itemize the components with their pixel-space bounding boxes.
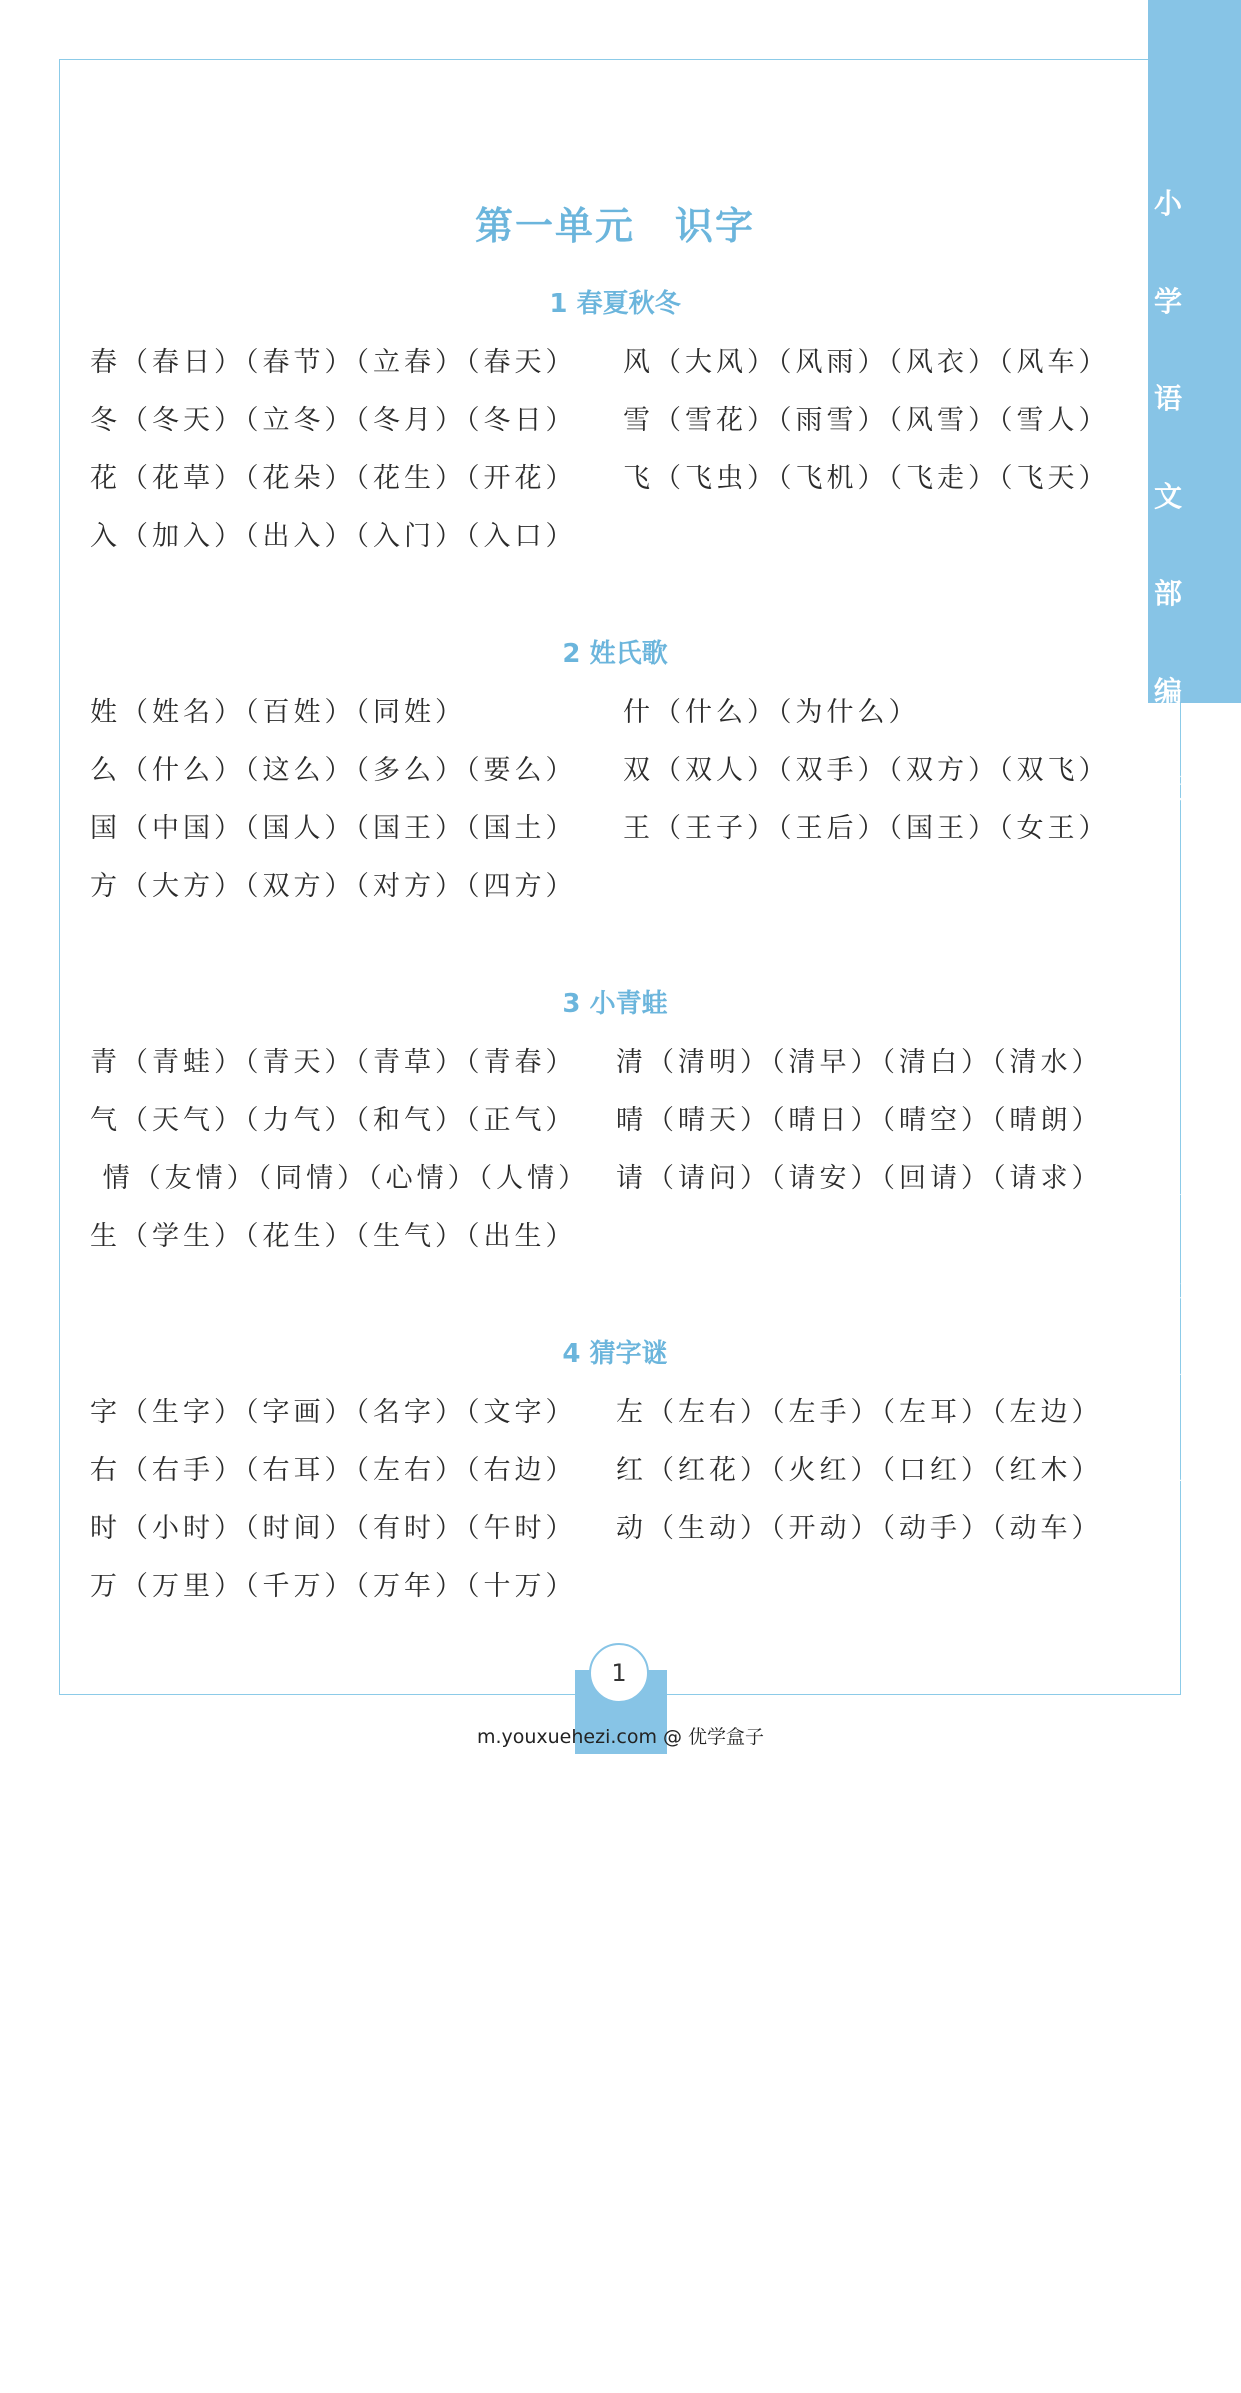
word-row: 生（学生）（花生）（生气）（出生） <box>90 1221 577 1252</box>
word-row: 请（请问）（请安）（回请）（请求） <box>616 1163 1103 1194</box>
word-row: 么（什么）（这么）（多么）（要么） <box>90 755 577 786</box>
word-row: 国（中国）（国人）（国王）（国土） <box>90 813 577 844</box>
word-row: 花（花草）（花朵）（花生）（开花） <box>90 463 577 494</box>
word-row: 方（大方）（双方）（对方）（四方） <box>90 871 577 902</box>
lesson-title: 1 春夏秋冬 <box>549 289 681 319</box>
word-row: 红（红花）（火红）（口红）（红木） <box>616 1455 1103 1486</box>
word-row: 冬（冬天）（立冬）（冬月）（冬日） <box>90 405 577 436</box>
word-row: 时（小时）（时间）（有时）（午时） <box>90 1513 577 1544</box>
word-row: 王（王子）（王后）（国王）（女王） <box>623 813 1110 844</box>
side-char: 语 <box>1153 382 1182 415</box>
word-row: 青（青蛙）（青天）（青草）（青春） <box>90 1047 577 1078</box>
side-char: 组 <box>1153 2164 1182 2198</box>
word-row: 情（友情）（同情）（心情）（人情） <box>90 1163 590 1194</box>
side-char: 册 <box>1153 1872 1182 1905</box>
word-row: 动（生动）（开动）（动手）（动车） <box>616 1513 1103 1544</box>
word-row: 右（右手）（右耳）（左右）（右边） <box>90 1455 577 1486</box>
word-row: 入（加入）（出入）（入门）（入口） <box>90 521 577 552</box>
side-char: 册 <box>1153 1466 1182 1499</box>
footer-watermark: m.youxuehezi.com @ 优学盒子 <box>476 1726 765 1748</box>
unit-title: 第一单元 识字 <box>474 204 755 248</box>
lesson-title: 3 小青蛙 <box>562 989 668 1019</box>
side-char: 生 <box>1153 1969 1182 2003</box>
word-row: 字（生字）（字画）（名字）（文字） <box>90 1397 577 1428</box>
side-tab-text <box>1148 58 1188 2393</box>
word-row: 双（双人）（双手）（双方）（双飞） <box>623 755 1110 786</box>
page-number: 1 <box>589 1643 649 1703</box>
word-row: 风（大风）（风雨）（风衣）（风车） <box>623 347 1110 378</box>
side-char: 全 <box>1153 1774 1182 1808</box>
side-char: 下 <box>1153 1368 1182 1402</box>
lesson-title: 4 猜字谜 <box>562 1339 668 1369</box>
side-char: 小 <box>1153 187 1182 220</box>
word-row: 春（春日）（春节）（立春）（春天） <box>90 347 577 378</box>
side-char: 级 <box>1153 1271 1182 1304</box>
word-row: 晴（晴天）（晴日）（晴空）（晴朗） <box>616 1105 1103 1136</box>
word-row: 气（天气）（力气）（和气）（正气） <box>90 1105 577 1136</box>
side-char: 学 <box>1153 284 1182 318</box>
side-char: 编 <box>1153 674 1182 708</box>
side-char: 词 <box>1153 2262 1182 2295</box>
word-row: 左（左右）（左手）（左耳）（左边） <box>616 1397 1103 1428</box>
side-char: 年 <box>1153 1173 1182 1207</box>
word-row: 清（清明）（清早）（清白）（清水） <box>616 1047 1103 1078</box>
word-row: 雪（雪花）（雨雪）（风雪）（雪人） <box>623 405 1110 436</box>
side-dash <box>1148 1019 1188 1045</box>
word-row: 什（什么）（为什么） <box>623 697 920 728</box>
side-char: 部 <box>1153 577 1182 610</box>
word-row: 姓（姓名）（百姓）（同姓） <box>90 697 466 728</box>
lesson-title: 2 姓氏歌 <box>562 639 668 669</box>
side-tab-subtitle <box>1148 1711 1188 2361</box>
side-char: 文 <box>1153 479 1182 513</box>
side-char: 版 <box>1153 772 1182 805</box>
word-row: 万（万里）（千万）（万年）（十万） <box>90 1571 577 1602</box>
word-row: 飞（飞虫）（飞机）（飞走）（飞天） <box>623 463 1110 494</box>
side-char: 字 <box>1153 2067 1182 2100</box>
